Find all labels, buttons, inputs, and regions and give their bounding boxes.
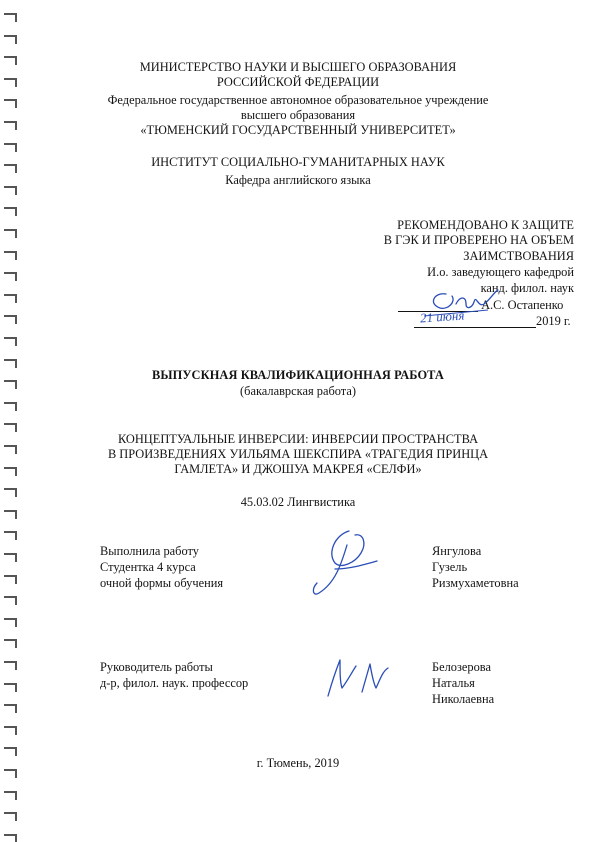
- author-patronymic: Ризмухаметовна: [432, 576, 519, 590]
- head-degree: канд. филол. наук: [480, 281, 574, 295]
- binding-hole: [4, 684, 16, 692]
- supervisor-role-line-1: Руководитель работы: [100, 660, 213, 674]
- institute-name: ИНСТИТУТ СОЦИАЛЬНО-ГУМАНИТАРНЫХ НАУК: [151, 155, 445, 169]
- author-role-line-1: Выполнила работу: [100, 544, 199, 558]
- head-position: И.о. заведующего кафедрой: [427, 265, 574, 279]
- supervisor-patronymic: Николаевна: [432, 692, 495, 706]
- binding-hole: [4, 835, 16, 842]
- supervisor-signature: [318, 652, 394, 700]
- head-name: А.С. Остапенко: [481, 298, 564, 312]
- ministry-line-1: МИНИСТЕРСТВО НАУКИ И ВЫСШЕГО ОБРАЗОВАНИЯ: [139, 60, 457, 74]
- binding-hole: [4, 597, 16, 605]
- binding-hole: [4, 360, 16, 368]
- binding-hole: [4, 792, 16, 800]
- binding-hole: [4, 187, 16, 195]
- author-surname: Янгулова: [432, 544, 482, 558]
- binding-hole: [4, 424, 16, 432]
- binding-hole: [4, 230, 16, 238]
- binding-hole: [4, 403, 16, 411]
- author-role-line-3: очной формы обучения: [100, 576, 224, 590]
- work-type: ВЫПУСКНАЯ КВАЛИФИКАЦИОННАЯ РАБОТА: [152, 368, 444, 382]
- binding-hole: [4, 705, 16, 713]
- binding-hole: [4, 532, 16, 540]
- binding-hole: [4, 14, 16, 22]
- institution-type-line-1: Федеральное государственное автономное образовательное учреждение: [107, 93, 489, 107]
- binding-hole: [4, 619, 16, 627]
- binding-hole: [4, 144, 16, 152]
- binding-hole: [4, 273, 16, 281]
- university-name: «ТЮМЕНСКИЙ ГОСУДАРСТВЕННЫЙ УНИВЕРСИТЕТ»: [140, 123, 456, 137]
- author-role-line-2: Студентка 4 курса: [100, 560, 196, 574]
- binding-hole: [4, 295, 16, 303]
- binding-hole: [4, 662, 16, 670]
- binding-hole: [4, 316, 16, 324]
- work-title-line-2: В ПРОИЗВЕДЕНИЯХ УИЛЬЯМА ШЕКСПИРА «ТРАГЕДИЯ ПРИНЦА: [107, 447, 489, 461]
- binding-hole: [4, 511, 16, 519]
- binding-hole: [4, 554, 16, 562]
- approval-line-2: В ГЭК И ПРОВЕРЕНО НА ОБЪЕМ: [383, 233, 574, 247]
- binding-hole: [4, 208, 16, 216]
- approval-line-1: РЕКОМЕНДОВАНО К ЗАЩИТЕ: [397, 218, 574, 232]
- approval-line-3: ЗАИМСТВОВАНИЯ: [463, 249, 574, 263]
- work-title-line-1: КОНЦЕПТУАЛЬНЫЕ ИНВЕРСИИ: ИНВЕРСИИ ПРОСТРАНСТВА: [117, 432, 479, 446]
- binding-hole: [4, 748, 16, 756]
- author-signature: [305, 525, 385, 600]
- institution-type-line-2: высшего образования: [240, 108, 356, 122]
- binding-hole: [4, 770, 16, 778]
- binding-hole: [4, 338, 16, 346]
- ministry-line-2: РОССИЙСКОЙ ФЕДЕРАЦИИ: [216, 75, 380, 89]
- supervisor-role-line-2: д-р, филол. наук. профессор: [100, 676, 249, 690]
- specialty: 45.03.02 Лингвистика: [240, 495, 356, 509]
- binding-hole: [4, 813, 16, 821]
- binding-hole: [4, 36, 16, 44]
- supervisor-surname: Белозерова: [432, 660, 491, 674]
- binding-hole: [4, 640, 16, 648]
- work-title-line-3: ГАМЛЕТА» И ДЖОШУА МАКРЕЯ «СЕЛФИ»: [174, 462, 422, 476]
- handwritten-date: 21 июня: [419, 307, 465, 326]
- binding-hole: [4, 252, 16, 260]
- author-first-name: Гузель: [432, 560, 468, 574]
- binding-hole: [4, 727, 16, 735]
- work-subtype: (бакалаврская работа): [240, 384, 356, 398]
- approval-year: 2019 г.: [536, 314, 571, 328]
- department-name: Кафедра английского языка: [225, 173, 371, 187]
- binding-hole: [4, 576, 16, 584]
- supervisor-first-name: Наталья: [432, 676, 475, 690]
- city-year: г. Тюмень, 2019: [256, 756, 340, 770]
